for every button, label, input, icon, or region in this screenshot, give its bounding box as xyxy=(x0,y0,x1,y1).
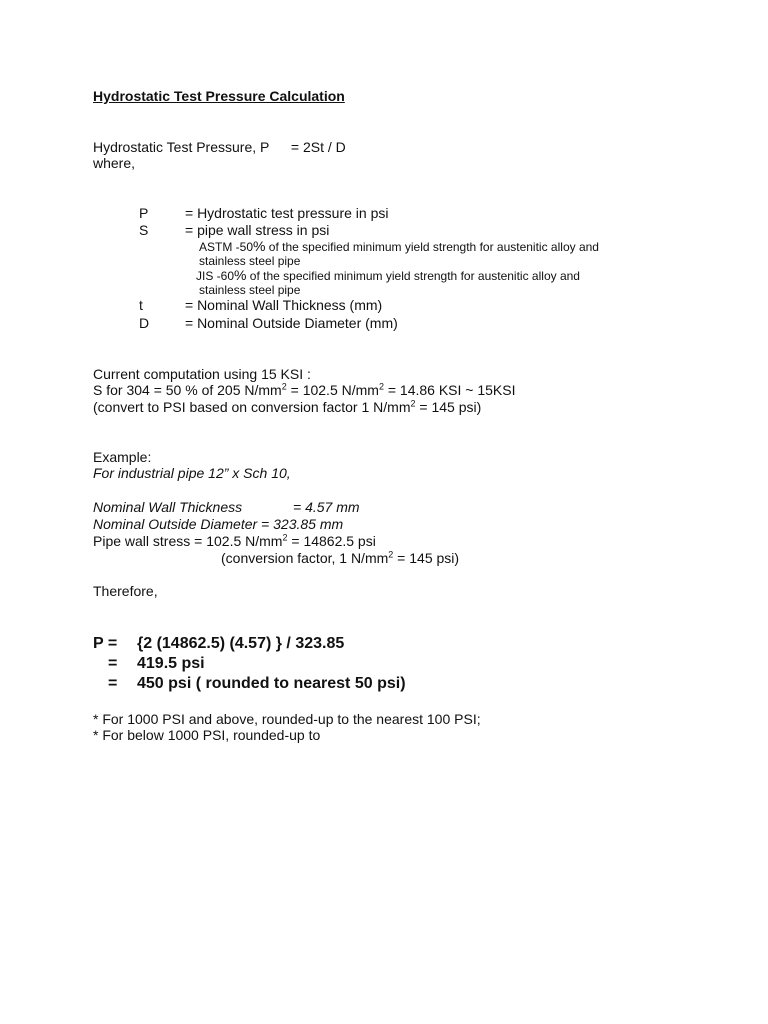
stress-part: = 14862.5 psi xyxy=(287,533,376,549)
wall-thickness-value: = 4.57 mm xyxy=(293,499,360,515)
result-equals: = xyxy=(108,675,118,692)
jis-note-text: of the specified minimum yield strength for austenitic alloy and xyxy=(246,269,580,283)
formula-expression: = 2St / D xyxy=(290,139,346,155)
stress-part: Pipe wall stress = 102.5 N/mm xyxy=(93,533,283,549)
formula-lead: Hydrostatic Test Pressure, P xyxy=(93,139,270,155)
definition-text: = Nominal Wall Thickness (mm) xyxy=(185,297,383,313)
definition-symbol: t xyxy=(139,297,143,313)
computation-stress-line xyxy=(93,382,516,398)
superscript-2: 2 xyxy=(410,398,416,409)
therefore-label: Therefore, xyxy=(93,583,158,599)
definition-p xyxy=(139,205,388,221)
astm-note-line-1 xyxy=(199,239,599,254)
definition-symbol: D xyxy=(139,315,150,331)
definition-text: = Nominal Outside Diameter (mm) xyxy=(185,315,398,331)
result-equals: = xyxy=(108,655,118,672)
result-expression: {2 (14862.5) (4.57) } / 323.85 xyxy=(137,635,345,652)
example-wall-thickness xyxy=(93,499,360,515)
where-label: where, xyxy=(93,155,136,171)
definition-text: = Hydrostatic test pressure in psi xyxy=(185,205,389,221)
wall-thickness-label: Nominal Wall Thickness xyxy=(93,499,243,515)
computation-heading: Current computation using 15 KSI : xyxy=(93,366,311,382)
astm-note-text: of the specified minimum yield strength for austenitic alloy and xyxy=(265,240,599,254)
result-line-2 xyxy=(93,654,205,674)
jis-note-line-1 xyxy=(196,268,580,283)
example-outside-diameter: Nominal Outside Diameter = 323.85 mm xyxy=(93,516,344,532)
result-line-3 xyxy=(93,674,406,694)
example-pipe-wall-stress xyxy=(93,533,376,549)
footnote-1: * For 1000 PSI and above, rounded-up to the nearest 100 PSI; xyxy=(93,711,481,727)
superscript-2: 2 xyxy=(388,549,394,560)
conversion-part: = 145 psi) xyxy=(415,399,482,415)
superscript-2: 2 xyxy=(378,381,384,392)
document-title: Hydrostatic Test Pressure Calculation xyxy=(93,88,345,104)
formula-line xyxy=(93,139,346,155)
computation-part: S for 304 = 50 % of 205 N/mm xyxy=(93,382,282,398)
jis-note-prefix: JIS -60 xyxy=(196,269,235,283)
definition-symbol: P xyxy=(139,205,149,221)
computation-part: = 102.5 N/mm xyxy=(286,382,379,398)
definition-text: = pipe wall stress in psi xyxy=(185,222,330,238)
definition-s xyxy=(139,222,329,238)
conversion-part: = 145 psi) xyxy=(393,550,460,566)
result-rounded-value: 450 psi ( rounded to nearest 50 psi) xyxy=(137,675,406,692)
result-p-label: P = xyxy=(93,635,118,652)
definition-symbol: S xyxy=(139,222,149,238)
example-label: Example: xyxy=(93,449,152,465)
astm-note-prefix: ASTM -50 xyxy=(199,240,254,254)
result-value: 419.5 psi xyxy=(137,655,205,672)
jis-note-percent: % xyxy=(234,267,247,283)
example-conversion-factor xyxy=(221,550,459,566)
footnote-2: * For below 1000 PSI, rounded-up to xyxy=(93,727,321,743)
superscript-2: 2 xyxy=(282,532,288,543)
superscript-2: 2 xyxy=(281,381,287,392)
example-pipe: For industrial pipe 12” x Sch 10, xyxy=(93,465,291,481)
astm-note-percent: % xyxy=(253,238,266,254)
astm-note-line-2: stainless steel pipe xyxy=(199,254,301,268)
computation-part: = 14.86 KSI ~ 15KSI xyxy=(383,382,516,398)
conversion-part: (convert to PSI based on conversion factor 1 N/mm xyxy=(93,399,411,415)
computation-conversion-line xyxy=(93,399,481,415)
conversion-part: (conversion factor, 1 N/mm xyxy=(221,550,389,566)
definition-d xyxy=(139,315,398,331)
definition-t xyxy=(139,297,382,313)
jis-note-line-2: stainless steel pipe xyxy=(199,283,301,297)
result-line-1 xyxy=(93,634,344,654)
